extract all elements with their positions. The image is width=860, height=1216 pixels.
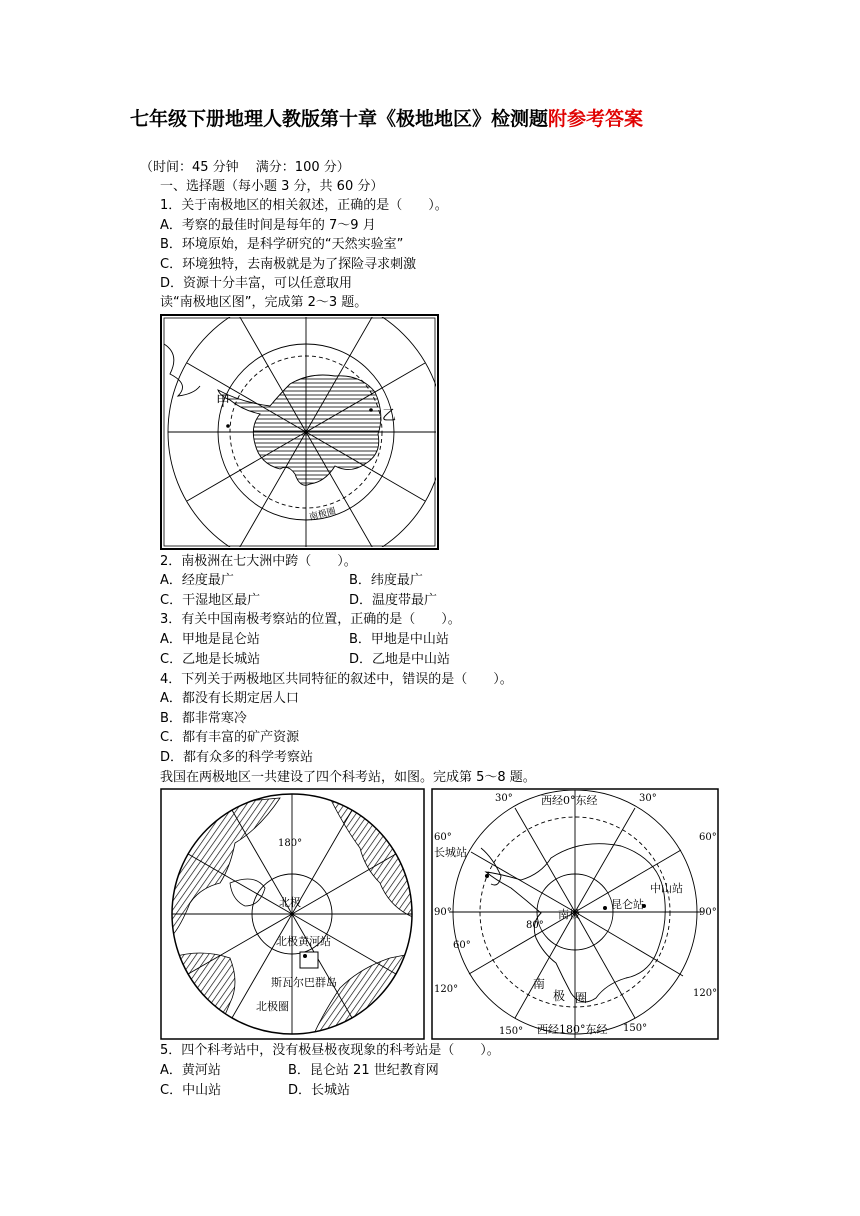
q2-option-b: B．纬度最广: [349, 573, 423, 588]
map3-pole-label: 南极: [558, 908, 580, 921]
map3-deg-90e: 90°: [699, 907, 717, 918]
q2-option-a: A．经度最广: [160, 573, 234, 588]
q4-option-d: D．都有众多的科学考察站: [160, 750, 314, 765]
map3-deg-80s: 80°: [526, 920, 544, 931]
map3-deg-150e: 150°: [623, 1023, 648, 1034]
q4-stem: 4．下列关于两极地区共同特征的叙述中，错误的是（ ）。: [160, 672, 513, 687]
q2-stem: 2．南极洲在七大洲中跨（ ）。: [160, 554, 357, 569]
q2-option-c: C．干湿地区最广: [160, 593, 261, 608]
q5-option-a: A．黄河站: [160, 1063, 221, 1078]
q2-option-d: D．温度带最广: [349, 593, 438, 608]
map2-pole-label: 北极: [279, 896, 301, 909]
q3-option-b: B．甲地是中山站: [349, 632, 449, 647]
arctic-map-figure: [160, 788, 425, 1040]
map3-kunlun-label: 昆仑站: [611, 898, 644, 911]
q3-option-a: A．甲地是昆仑站: [160, 632, 260, 647]
map3-deg-60w: 60°: [434, 832, 452, 843]
exam-meta: （时间：45 分钟 满分：100 分）: [140, 160, 350, 175]
q4-option-a: A．都没有长期定居人口: [160, 691, 299, 706]
q3-option-d: D．乙地是中山站: [349, 652, 451, 667]
q1-option-b: B．环境原始，是科学研究的“天然实验室”: [160, 237, 404, 252]
map3-circle-label-1: 南: [533, 977, 546, 991]
title-main: 七年级下册地理人教版第十章《极地地区》检测题: [130, 108, 549, 130]
map2-lon-180: 180°: [278, 838, 303, 849]
q4-option-b: B．都非常寒冷: [160, 711, 247, 726]
q1-stem: 1．关于南极地区的相关叙述，正确的是（ ）。: [160, 198, 448, 213]
q3-stem: 3．有关中国南极考察站的位置，正确的是（ ）。: [160, 612, 461, 627]
map3-deg-150w: 150°: [499, 1026, 524, 1037]
map3-circle-label-3: 圈: [575, 991, 588, 1005]
q5-option-b: B．昆仑站 21 世纪教育网: [288, 1063, 439, 1078]
map3-deg-90w: 90°: [434, 907, 452, 918]
document-title: [130, 104, 643, 131]
antarctic-stations-map-figure: [431, 788, 719, 1040]
q3-option-c: C．乙地是长城站: [160, 652, 261, 667]
map1-label-yi: 乙: [382, 408, 396, 424]
q1-option-a: A．考察的最佳时间是每年的 7～9 月: [160, 218, 376, 233]
title-answer-note: 附参考答案: [548, 108, 644, 130]
read-instruction-1: 读“南极地区图”，完成第 2～3 题。: [160, 295, 368, 310]
q5-option-c: C．中山站: [160, 1083, 222, 1098]
map1-label-jia: 甲: [216, 394, 230, 410]
map3-circle-label-2: 极: [553, 989, 566, 1003]
map2-arctic-circle-label: 北极圈: [256, 1000, 289, 1013]
map3-deg-60e: 60°: [699, 832, 717, 843]
q5-option-d: D．长城站: [288, 1083, 351, 1098]
map3-deg-30w: 30°: [495, 793, 513, 804]
q5-stem: 5．四个科考站中，没有极昼极夜现象的科考站是（ ）。: [160, 1043, 500, 1058]
section-heading: 一、选择题（每小题 3 分，共 60 分）: [160, 179, 384, 194]
q4-option-c: C．都有丰富的矿产资源: [160, 730, 300, 745]
map3-deg-60s: 60°: [453, 940, 471, 951]
map3-bottom-label: 西经180°东经: [537, 1023, 608, 1036]
q1-option-c: C．环境独特，去南极就是为了探险寻求刺激: [160, 257, 417, 272]
map3-greatwall-label: 长城站: [434, 846, 467, 859]
map2-island-label: 斯瓦尔巴群岛: [271, 976, 337, 989]
map2-station-label: 北极黄河站: [276, 935, 331, 948]
map3-zhongshan-label: 中山站: [650, 882, 683, 895]
read-instruction-2: 我国在两极地区一共建设了四个科考站，如图。完成第 5～8 题。: [160, 770, 536, 785]
q1-option-d: D．资源十分丰富，可以任意取用: [160, 276, 353, 291]
antarctic-map-figure: [160, 314, 439, 550]
map3-deg-30e: 30°: [639, 793, 657, 804]
map3-deg-120e: 120°: [693, 988, 718, 999]
map3-top-label: 西经0°东经: [541, 794, 598, 807]
map1-antarctic-circle-label: 南极圈: [308, 506, 337, 523]
map3-deg-120w: 120°: [434, 984, 459, 995]
